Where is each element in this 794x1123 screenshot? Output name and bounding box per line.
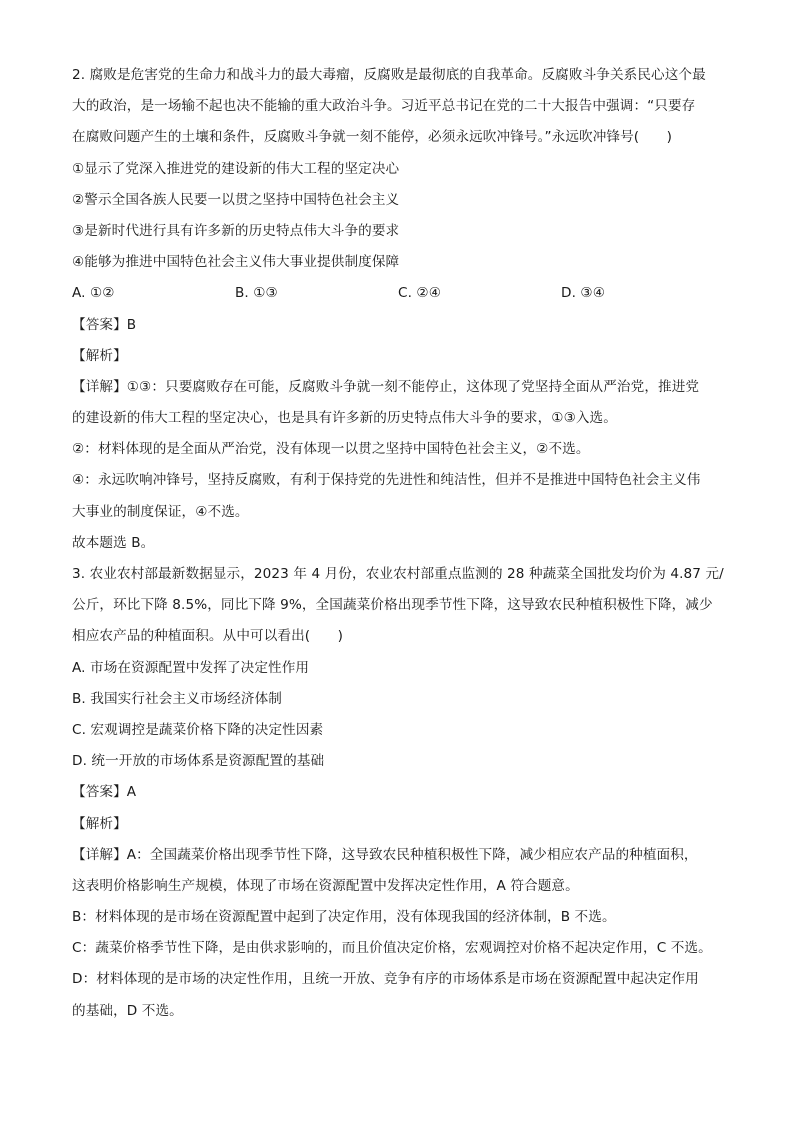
q2-detail-line-3: ②：材料体现的是全面从严治党，没有体现一以贯之坚持中国特色社会主义，②不选。 bbox=[72, 441, 590, 458]
q3-stem-line-2: 公斤，环比下降 8.5%，同比下降 9%，全国蔬菜价格出现季节性下降，这导致农民种植积极性下降，减少 bbox=[72, 597, 713, 614]
q2-statement-1: ①显示了党深入推进党的建设新的伟大工程的坚定决心 bbox=[72, 160, 400, 177]
q2-detail-line-6: 故本题选 B。 bbox=[72, 534, 155, 551]
q2-detail-line-5: 大事业的制度保证，④不选。 bbox=[72, 503, 249, 520]
q2-detail-line-1: 【详解】①③：只要腐败存在可能，反腐败斗争就一刻不能停止，这体现了党坚持全面从严治党，推进党 bbox=[72, 378, 700, 395]
q2-stem-line-1: 2. 腐败是危害党的生命力和战斗力的最大毒瘤，反腐败是最彻底的自我革命。反腐败斗争关系民心这个最 bbox=[72, 67, 706, 83]
q2-statement-2: ②警示全国各族人民要一以贯之坚持中国特色社会主义 bbox=[72, 191, 400, 208]
q2-option-a: A. ①② bbox=[72, 285, 115, 302]
q2-detail-line-2: 的建设新的伟大工程的坚定决心，也是具有许多新的历史特点伟大斗争的要求，①③入选。 bbox=[72, 410, 617, 427]
document-page bbox=[72, 60, 724, 1027]
q2-statement-4: ④能够为推进中国特色社会主义伟大事业提供制度保障 bbox=[72, 254, 400, 271]
question-3 bbox=[72, 559, 724, 1027]
q3-detail-line-6: 的基础，D 不选。 bbox=[72, 1002, 183, 1019]
q2-stem-line-3: 在腐败问题产生的土壤和条件，反腐败斗争就一刻不能停，必须永远吹冲锋号。”永远吹冲锋号( ) bbox=[72, 129, 672, 146]
q3-analysis-label: 【解析】 bbox=[72, 815, 127, 832]
q3-option-b: B. 我国实行社会主义市场经济体制 bbox=[72, 690, 282, 707]
q2-analysis-label: 【解析】 bbox=[72, 347, 127, 364]
q3-detail-line-4: C：蔬菜价格季节性下降，是由供求影响的，而且价值决定价格，宏观调控对价格不起决定作用，C 不选。 bbox=[72, 940, 712, 957]
q3-detail-line-1: 【详解】A：全国蔬菜价格出现季节性下降，这导致农民种植积极性下降，减少相应农产品的种植面积， bbox=[72, 846, 698, 863]
q3-answer: 【答案】A bbox=[72, 784, 137, 801]
q3-detail-line-2: 这表明价格影响生产规模，体现了市场在资源配置中发挥决定性作用，A 符合题意。 bbox=[72, 877, 579, 894]
q2-detail-line-4: ④：永远吹响冲锋号，坚持反腐败，有利于保持党的先进性和纯洁性，但并不是推进中国特色社会主义伟 bbox=[72, 472, 701, 489]
q3-detail-line-5: D：材料体现的是市场的决定性作用，且统一开放、竞争有序的市场体系是市场在资源配置中起决定作用 bbox=[72, 971, 699, 988]
q2-stem-line-2: 大的政治，是一场输不起也决不能输的重大政治斗争。习近平总书记在党的二十大报告中强调：“只要存 bbox=[72, 98, 696, 115]
q2-options bbox=[72, 278, 724, 309]
q3-option-a: A. 市场在资源配置中发挥了决定性作用 bbox=[72, 659, 310, 676]
q2-answer: 【答案】B bbox=[72, 316, 137, 333]
question-2 bbox=[72, 60, 724, 559]
q3-option-c: C. 宏观调控是蔬菜价格下降的决定性因素 bbox=[72, 721, 324, 738]
q2-option-c: C. ②④ bbox=[398, 285, 442, 302]
q3-stem-line-1: 3. 农业农村部最新数据显示，2023 年 4 月份，农业农村部重点监测的 28 种蔬菜全国批发均价为 4.87 元/ bbox=[72, 566, 724, 582]
q2-option-b: B. ①③ bbox=[235, 285, 278, 302]
q3-stem-line-3: 相应农产品的种植面积。从中可以看出( ) bbox=[72, 628, 343, 645]
q3-option-d: D. 统一开放的市场体系是资源配置的基础 bbox=[72, 753, 325, 770]
q2-option-d: D. ③④ bbox=[561, 285, 605, 302]
q3-detail-line-3: B：材料体现的是市场在资源配置中起到了决定作用，没有体现我国的经济体制，B 不选。 bbox=[72, 909, 616, 926]
q2-statement-3: ③是新时代进行具有许多新的历史特点伟大斗争的要求 bbox=[72, 222, 400, 239]
